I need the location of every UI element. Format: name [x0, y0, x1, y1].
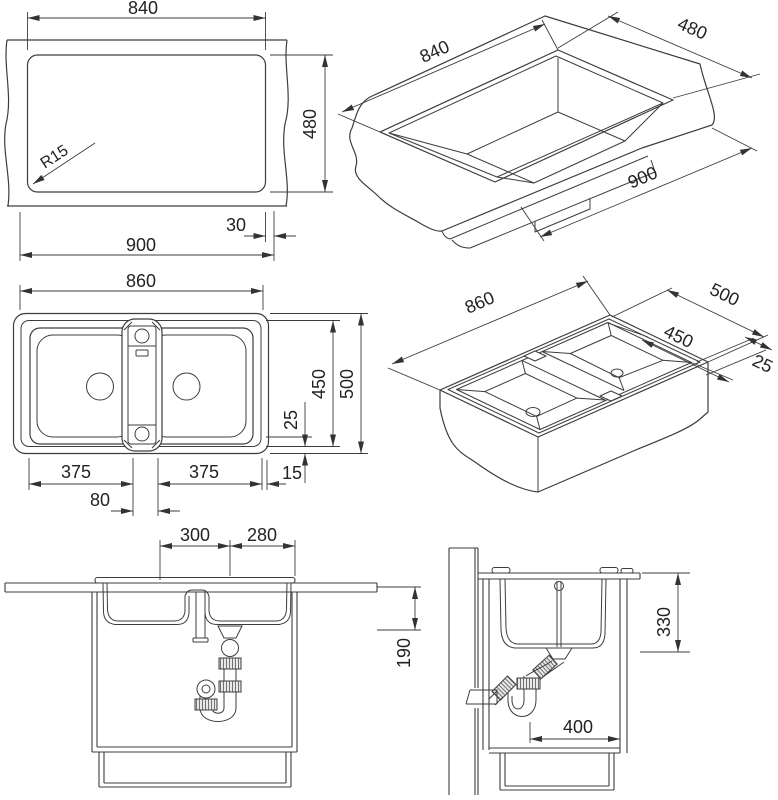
dim-500-label: 500 [337, 368, 357, 400]
radius-label: R15 [37, 142, 72, 173]
dim-25-label: 25 [281, 409, 301, 431]
dim-840-iso-label: 840 [416, 36, 453, 67]
dim-375-left-label: 375 [60, 462, 92, 482]
dim-480-iso-label: 480 [674, 13, 711, 44]
dim-400-label: 400 [562, 717, 594, 737]
dim-500-iso-label: 500 [706, 279, 743, 311]
dim-15-label: 15 [281, 463, 303, 483]
dim-860-iso-label: 860 [461, 287, 498, 318]
dim-375-right-label: 375 [188, 462, 220, 482]
dim-300-label: 300 [179, 525, 211, 545]
dim-190-label: 190 [394, 637, 414, 668]
dim-450-label: 450 [309, 368, 329, 400]
dim-900-label: 900 [125, 235, 157, 255]
dim-450-iso-label: 450 [660, 321, 697, 353]
dim-900-iso-label: 900 [624, 162, 661, 193]
dim-30-label: 30 [225, 215, 247, 235]
divider-assembly [122, 319, 162, 451]
dim-330-label: 330 [654, 606, 674, 637]
dim-840-label: 840 [127, 0, 159, 18]
dim-860-label: 860 [125, 271, 157, 291]
dim-80-label: 80 [89, 490, 111, 510]
dim-480-label: 480 [300, 108, 320, 140]
dim-25-iso-label: 25 [749, 350, 776, 377]
dim-280-label: 280 [246, 525, 278, 545]
